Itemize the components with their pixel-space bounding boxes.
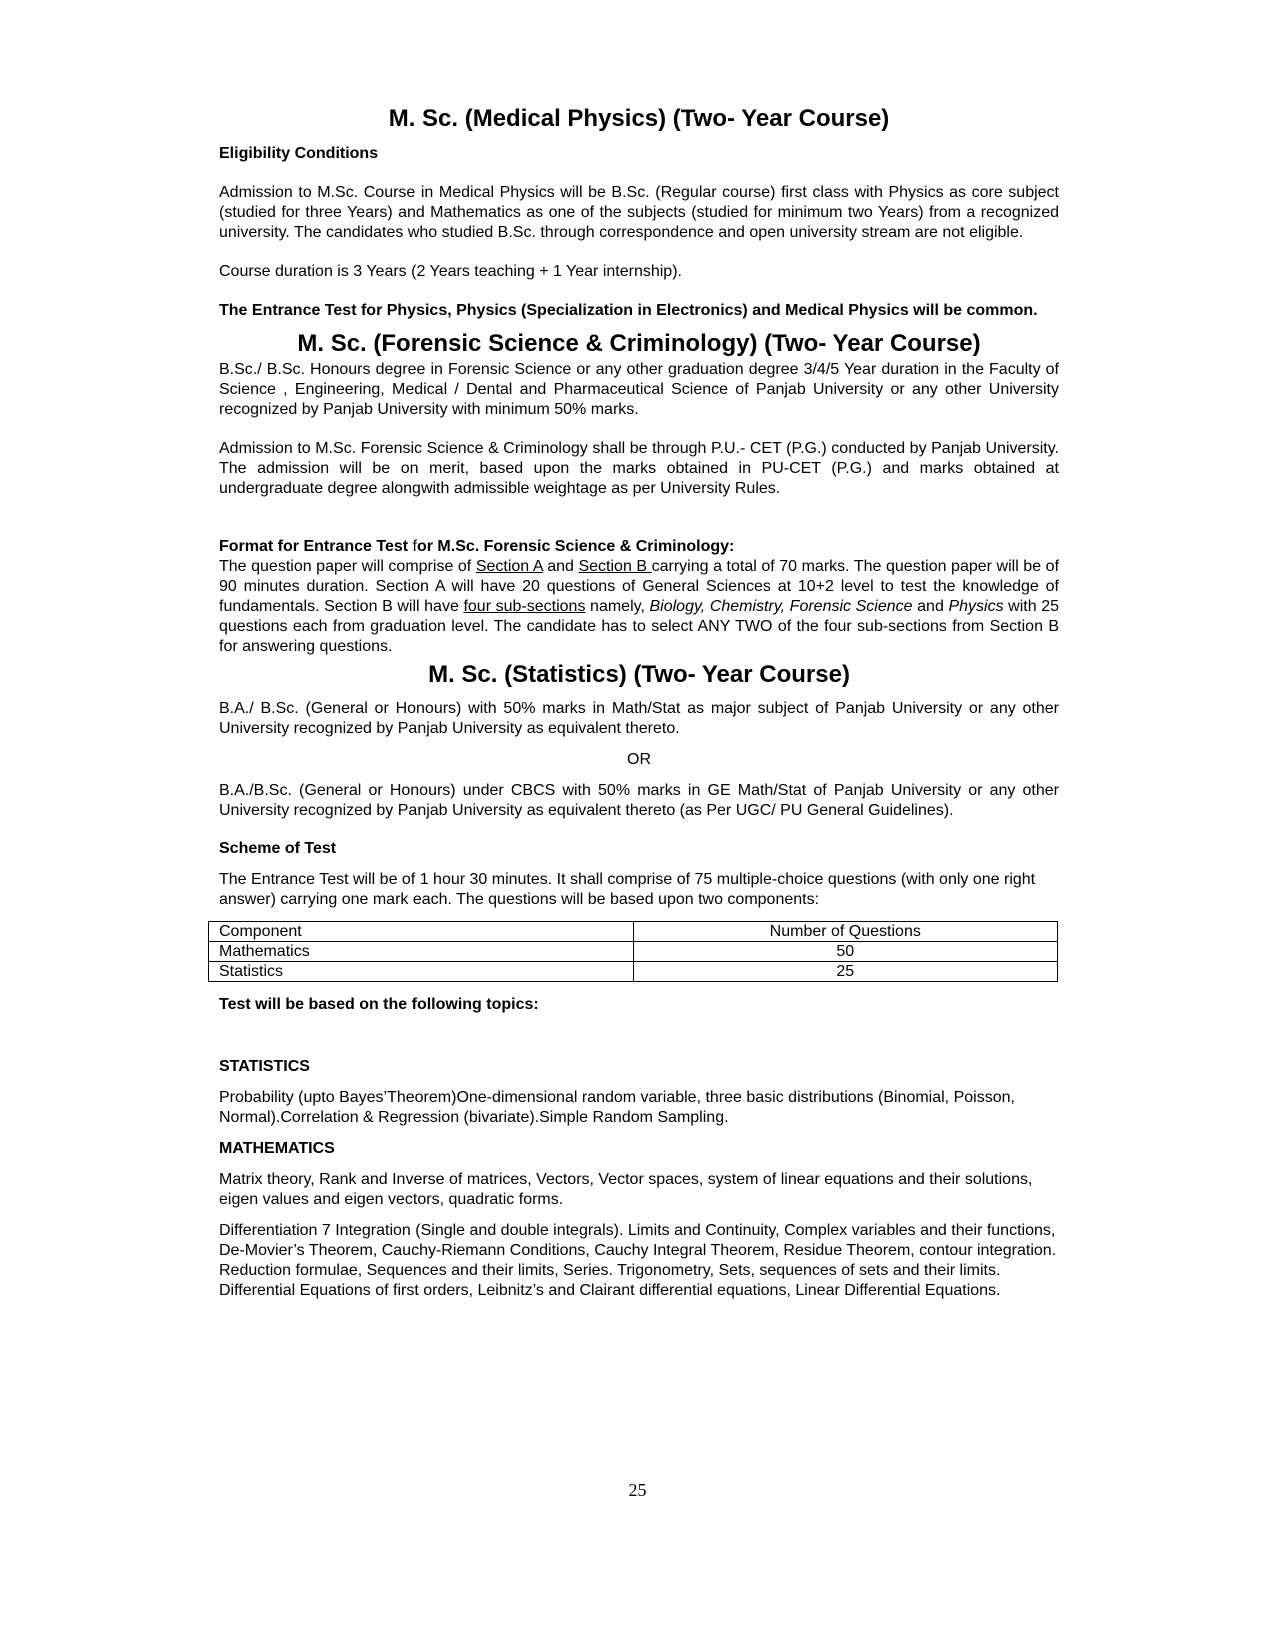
statistics-title: M. Sc. (Statistics) (Two- Year Course) (428, 661, 850, 688)
table-header-cell: Number of Questions (633, 922, 1058, 942)
statistics-cbcs-paragraph: B.A./B.Sc. (General or Honours) under CBCS with 50% marks in GE Math/Stat of Panjab University or any other University recognized by Panjab University as equivalent thereto (as Per UGC/ PU General Guidelines). (219, 782, 1059, 819)
table-row (209, 942, 1058, 962)
table-cell: 25 (633, 962, 1058, 982)
mathematics-topics-paragraph-2: Differentiation 7 Integration (Single and double integrals). Limits and Continuity, Complex variables and their functions, De-Movier’s Theorem, Cauchy-Riemann Conditions, Cauchy Integral Theorem, Residue Theorem, contour integration. Reduction formulae, Sequences and their limits, Series. Trigonometry, Sets, sequences of sets and their limits. Differential Equations of first orders, Leibnitz’s and Clairant differential equations, Linear Differential Equations. (219, 1222, 1057, 1299)
course-duration-paragraph: Course duration is 3 Years (2 Years teaching + 1 Year internship). (219, 263, 682, 280)
scheme-paragraph: The Entrance Test will be of 1 hour 30 minutes. It shall comprise of 75 multiple-choice questions (with only one right answer) carrying one mark each. The questions will be based upon two components: (219, 871, 1036, 908)
format-heading-part-c: or M.Sc. Forensic Science & Criminology: (416, 538, 735, 555)
scheme-heading: Scheme of Test (219, 840, 337, 857)
table-cell: Statistics (209, 962, 634, 982)
subjects-text: Biology, Chemistry, Forensic Science (649, 598, 913, 615)
format-text: carrying a total of 70 marks. The question paper will be of 90 minutes duration. Section A will have 20 questions of General Sciences at 10+2 level to test the knowledge of fundamentals. Section B will have (219, 558, 1060, 615)
document-page (219, 100, 1059, 1301)
eligibility-heading: Eligibility Conditions (219, 145, 379, 162)
format-text: and (542, 558, 579, 575)
table-header-cell: Component (209, 922, 634, 942)
format-heading-part-a: Format for Entrance Test (219, 538, 413, 555)
mathematics-topics-paragraph-1: Matrix theory, Rank and Inverse of matrices, Vectors, Vector spaces, system of linear equations and their solutions, eigen values and eigen vectors, quadratic forms. (219, 1171, 1033, 1208)
table-cell: Mathematics (209, 942, 634, 962)
format-text: The question paper will comprise of (219, 558, 476, 575)
forensic-title: M. Sc. (Forensic Science & Criminology) (Two- Year Course) (297, 330, 981, 357)
forensic-format-paragraph (219, 557, 1059, 657)
section-b-text: Section B (578, 558, 652, 575)
page-number: 25 (628, 1480, 647, 1500)
common-entrance-test-note: The Entrance Test for Physics, Physics (Specialization in Electronics) and Medical Physics will be common. (219, 302, 1038, 319)
statistics-topics-paragraph: Probability (upto Bayes’Theorem)One-dimensional random variable, three basic distributions (Binomial, Poisson, Normal).Correlation & Regression (bivariate).Simple Random Sampling. (219, 1089, 1015, 1126)
physics-text: Physics (948, 598, 1004, 615)
format-text: namely, (585, 598, 650, 615)
forensic-admission-paragraph: Admission to M.Sc. Forensic Science & Criminology shall be through P.U.- CET (P.G.) conducted by Panjab University. The admission will be on merit, based upon the marks obtained in PU-CET (P.G.) and marks obtained at undergraduate degree alongwith admissible weightage as per University Rules. (219, 440, 1059, 497)
forensic-eligibility-paragraph: B.Sc./ B.Sc. Honours degree in Forensic Science or any other graduation degree 3/4/5 Year duration in the Faculty of Science , Engineering, Medical / Dental and Pharmaceutical Science of Panjab University or any other University recognized by Panjab University with minimum 50% marks. (219, 361, 1059, 418)
components-table (208, 921, 1058, 982)
section-a-text: Section A (475, 558, 543, 575)
topics-heading: Test will be based on the following topics: (219, 996, 539, 1013)
four-sub-sections-text: four sub-sections (463, 598, 586, 615)
format-heading-part-b: f (412, 538, 417, 555)
medical-physics-eligibility-paragraph: Admission to M.Sc. Course in Medical Physics will be B.Sc. (Regular course) first class with Physics as core subject (studied for three Years) and Mathematics as one of the subjects (studied for minimum two Years) from a recognized university. The candidates who studied B.Sc. through correspondence and open university stream are not eligible. (219, 184, 1059, 241)
table-row (209, 962, 1058, 982)
table-cell: 50 (633, 942, 1058, 962)
medical-physics-title: M. Sc. (Medical Physics) (Two- Year Course) (388, 105, 890, 132)
format-text: and (912, 598, 949, 615)
statistics-eligibility-paragraph: B.A./ B.Sc. (General or Honours) with 50% marks in Math/Stat as major subject of Panjab University or any other University recognized by Panjab University as equivalent thereto. (219, 700, 1059, 737)
table-header-row (209, 922, 1058, 942)
statistics-topics-heading: STATISTICS (219, 1058, 310, 1075)
or-separator: OR (627, 751, 651, 768)
format-text: with 25 questions each from graduation level. The candidate has to select ANY TWO of the four sub-sections from Section B for answering questions. (219, 598, 1060, 655)
forensic-format-heading (219, 537, 1059, 557)
mathematics-topics-heading: MATHEMATICS (219, 1140, 335, 1157)
